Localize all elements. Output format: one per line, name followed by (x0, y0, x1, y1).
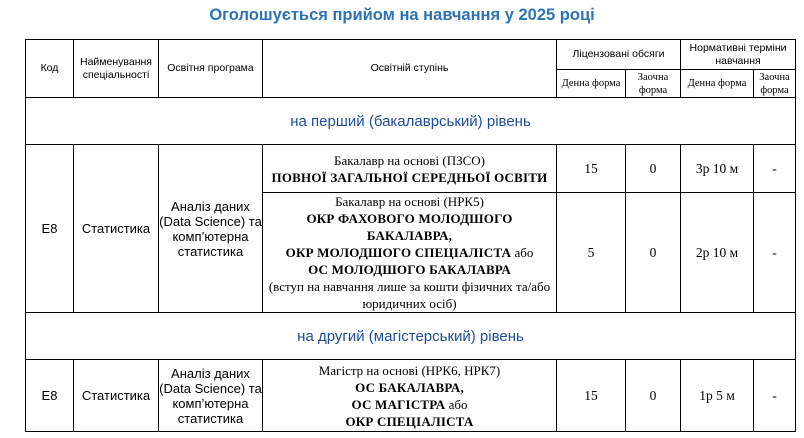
header-code: Код (26, 40, 74, 98)
degree-basis: Бакалавр на основі (НРК5) (335, 194, 484, 209)
header-terms: Нормативні терміни навчання (681, 40, 796, 70)
bachelor-degree-2 (263, 193, 557, 313)
level-row-master (26, 313, 796, 360)
bachelor-program: Аналіз даних (Data Science) та комп’ютерна статистика (159, 145, 263, 313)
degree-note: (вступ на навчання лише за кошти фізичних та/або юридичних осіб) (268, 279, 551, 311)
level-row-bachelor (26, 98, 796, 145)
degree-prior-education: ОС МОЛОДШОГО БАКАЛАВРА (308, 262, 511, 277)
bachelor-specialty: Статистика (74, 145, 159, 313)
degree-prior-education: ОКР ФАХОВОГО МОЛОДШОГО БАКАЛАВРА, (306, 211, 513, 243)
term-full-value: 2р 10 м (681, 193, 754, 313)
licensed-part-value: 0 (626, 145, 681, 193)
header-terms-full: Денна форма (681, 70, 754, 98)
header-degree: Освітній ступінь (263, 40, 557, 98)
level-title-master: на другий (магістерський) рівень (26, 313, 796, 360)
bachelor-degree-1 (263, 145, 557, 193)
degree-conjunction: або (445, 396, 468, 412)
master-degree (263, 360, 557, 432)
term-part-value: - (754, 360, 796, 432)
degree-prior-education: ОКР СПЕЦІАЛІСТА (345, 413, 474, 429)
header-licensed-part: Заочна форма (626, 70, 681, 98)
header-licensed-full: Денна форма (557, 70, 626, 98)
term-part-value: - (754, 145, 796, 193)
master-specialty: Статистика (74, 360, 159, 432)
degree-prior-education: ПОВНОЇ ЗАГАЛЬНОЇ СЕРЕДНЬОЇ ОСВІТИ (271, 169, 548, 185)
licensed-full-value: 5 (557, 193, 626, 313)
degree-prior-education: ОС МАГІСТРА (351, 396, 446, 412)
degree-prior-education: ОКР МОЛОДШОГО СПЕЦІАЛІСТА (285, 245, 512, 260)
header-terms-part: Заочна форма (754, 70, 796, 98)
term-full-value: 1р 5 м (681, 360, 754, 432)
degree-basis: Магістр на основі (НРК6, НРК7) (318, 362, 501, 378)
degree-conjunction: або (511, 245, 534, 260)
bachelor-code: Е8 (26, 145, 74, 313)
page-title: Оголошується прийом на навчання у 2025 році (209, 6, 595, 24)
term-part-value: - (754, 193, 796, 313)
term-full-value: 3р 10 м (681, 145, 754, 193)
header-licensed: Ліцензовані обсяги (557, 40, 681, 70)
master-program: Аналіз даних (Data Science) та комп’ютерна статистика (159, 360, 263, 432)
level-title-bachelor: на перший (бакалаврський) рівень (26, 98, 796, 145)
licensed-part-value: 0 (626, 360, 681, 432)
master-row (26, 360, 796, 432)
admission-table (25, 39, 796, 432)
licensed-full-value: 15 (557, 145, 626, 193)
licensed-part-value: 0 (626, 193, 681, 313)
degree-prior-education: ОС БАКАЛАВРА, (355, 379, 464, 395)
header-specialty: Найменування спеціальності (74, 40, 159, 98)
degree-basis: Бакалавр на основі (ПЗСО) (333, 152, 486, 168)
header-row-1 (26, 40, 796, 70)
master-code: Е8 (26, 360, 74, 432)
bachelor-row-1 (26, 145, 796, 193)
header-program: Освітня програма (159, 40, 263, 98)
licensed-full-value: 15 (557, 360, 626, 432)
